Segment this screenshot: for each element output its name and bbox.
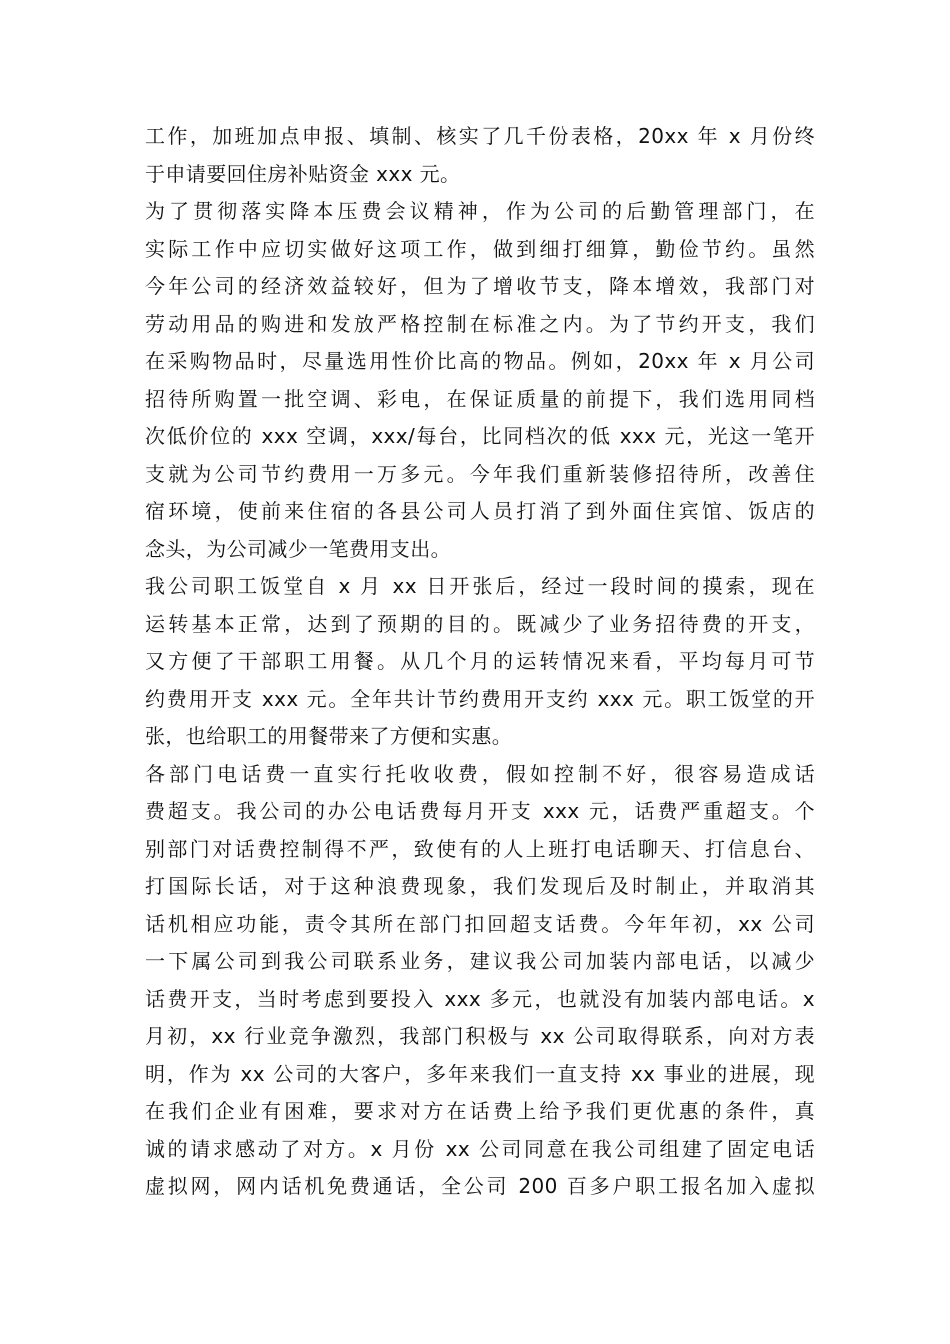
text-line: 约费用开支 xxx 元。全年共计节约费用开支约 xxx 元。职工饭堂的开 (145, 686, 815, 711)
document-body (145, 118, 815, 1206)
text-line: 宿环境，使前来住宿的各县公司人员打消了到外面住宾馆、饭店的 (145, 499, 815, 523)
text-line: 张，也给职工的用餐带来了方便和实惠。 (145, 724, 513, 748)
text-line: 打国际长话，对于这种浪费现象，我们发现后及时制止，并取消其 (145, 874, 815, 898)
text-line: 话机相应功能，责令其所在部门扣回超支话费。今年年初，xx 公司 (145, 911, 815, 936)
text-line: 今年公司的经济效益较好，但为了增收节支，降本增效，我部门对 (145, 274, 815, 298)
text-line: 劳动用品的购进和发放严格控制在标准之内。为了节约开支，我们 (145, 311, 815, 336)
text-line: 招待所购置一批空调、彩电，在保证质量的前提下，我们选用同档 (145, 386, 815, 411)
text-line: 在我们企业有困难，要求对方在话费上给予我们更优惠的条件，真 (145, 1099, 815, 1123)
text-line: 虚拟网，网内话机免费通话，全公司 200 百多户职工报名加入虚拟 (145, 1174, 815, 1198)
text-line: 于申请要回住房补贴资金 xxx 元。 (145, 161, 461, 186)
text-line: 明，作为 xx 公司的大客户，多年来我们一直支持 xx 事业的进展，现 (145, 1061, 815, 1086)
text-line: 在采购物品时，尽量选用性价比高的物品。例如，20xx 年 x 月公司 (145, 349, 815, 373)
text-line: 实际工作中应切实做好这项工作，做到细打细算，勤俭节约。虽然 (145, 236, 815, 261)
text-line: 工作，加班加点申报、填制、核实了几千份表格，20xx 年 x 月份终 (145, 124, 815, 148)
text-line: 话费开支，当时考虑到要投入 xxx 多元，也就没有加装内部电话。x (145, 986, 815, 1011)
text-line: 次低价位的 xxx 空调，xxx/每台，比同档次的低 xxx 元，光这一笔开 (145, 424, 815, 448)
text-line: 运转基本正常，达到了预期的目的。既减少了业务招待费的开支， (145, 611, 815, 636)
text-line: 又方便了干部职工用餐。从几个月的运转情况来看，平均每月可节 (145, 649, 815, 673)
text-line: 支就为公司节约费用一万多元。今年我们重新装修招待所，改善住 (145, 461, 815, 486)
text-line: 别部门对话费控制得不严，致使有的人上班打电话聊天、打信息台、 (145, 836, 815, 861)
text-line: 月初，xx 行业竞争激烈，我部门积极与 xx 公司取得联系，向对方表 (145, 1024, 815, 1048)
text-line: 我公司职工饭堂自 x 月 xx 日开张后，经过一段时间的摸索，现在 (145, 574, 815, 598)
text-line: 各部门电话费一直实行托收收费，假如控制不好，很容易造成话 (145, 761, 815, 786)
text-line: 费超支。我公司的办公电话费每月开支 xxx 元，话费严重超支。个 (145, 799, 815, 823)
text-line: 一下属公司到我公司联系业务，建议我公司加装内部电话，以减少 (145, 949, 815, 973)
text-line: 念头，为公司减少一笔费用支出。 (145, 536, 451, 561)
text-line: 诚的请求感动了对方。x 月份 xx 公司同意在我公司组建了固定电话 (145, 1136, 815, 1161)
text-line: 为了贯彻落实降本压费会议精神，作为公司的后勤管理部门，在 (145, 199, 815, 223)
